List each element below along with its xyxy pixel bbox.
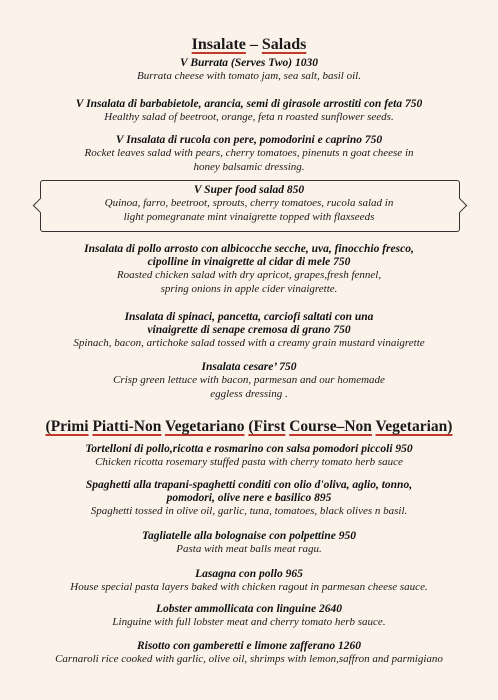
menu-item <box>10 603 488 630</box>
menu-item <box>10 311 488 351</box>
menu-item <box>10 530 488 557</box>
menu-item <box>10 134 488 174</box>
salads-heading <box>0 36 498 54</box>
item-name-line2: vinaigrette di senape cremosa di grano 750 <box>147 324 351 336</box>
menu-item <box>10 98 488 125</box>
item-desc: light pomegranate mint vinaigrette topped with flaxseeds <box>123 210 375 223</box>
item-name-line2: pomodori, olive nere e basilico 895 <box>166 492 332 504</box>
item-name: Tortelloni di pollo,ricotta e rosmarino con salsa pomodori piccoli 950 <box>85 443 413 455</box>
item-name: Spaghetti alla trapani-spaghetti conditi con olio d'oliva, aglio, tonno, <box>85 479 413 491</box>
item-desc: Burrata cheese with tomato jam, sea salt, basil oil. <box>137 70 361 82</box>
primi-heading <box>0 418 498 436</box>
item-desc: spring onions in apple cider vinaigrette. <box>160 282 338 295</box>
item-name-line2: cipolline in vinaigrette al cidar di mele 750 <box>147 256 351 268</box>
item-name: Lobster ammollicata con linguine 2640 <box>156 603 342 615</box>
salads-heading-en: Salads <box>261 36 307 53</box>
item-desc: Pasta with meat balls meat ragu. <box>176 543 322 555</box>
item-desc: Carnaroli rice cooked with garlic, olive oil, shrimps with lemon,saffron and parmigiano <box>55 653 443 665</box>
item-desc: eggless dressing . <box>210 387 288 400</box>
item-name: V Insalata di rucola con pere, pomodorini e caprino 750 <box>115 134 383 146</box>
item-desc: Spinach, bacon, artichoke salad tossed with a creamy grain mustard vinaigrette <box>73 337 425 349</box>
item-name: Insalata cesare’ 750 <box>201 361 297 373</box>
primi-heading-word: (First <box>248 418 286 435</box>
menu-item <box>10 243 488 296</box>
item-desc: Quinoa, farro, beetroot, sprouts, cherry tomatoes, rucola salad in <box>104 197 394 209</box>
menu-item <box>10 479 488 519</box>
item-name: Risotto con gamberetti e limone zafferano 1260 <box>136 640 362 652</box>
menu-item <box>10 443 488 470</box>
item-desc: Linguine with full lobster meat and cherry tomato herb sauce. <box>112 616 386 628</box>
item-name: Insalata di spinaci, pancetta, carciofi saltati con una <box>124 311 374 323</box>
menu-item <box>10 640 488 667</box>
item-name: V Burrata (Serves Two) 1030 <box>179 57 318 69</box>
item-name: Tagliatelle alla bolognaise con polpettine 950 <box>142 530 356 542</box>
item-desc: Crisp green lettuce with bacon, parmesan and our homemade <box>113 374 385 386</box>
menu-item <box>10 361 488 401</box>
primi-heading-word: (Primi <box>45 418 89 435</box>
primi-heading-word: Vegetariano <box>164 418 245 435</box>
item-desc: Rocket leaves salad with pears, cherry tomatoes, pinenuts n goat cheese in <box>84 147 414 159</box>
item-name: V Super food salad 850 <box>193 184 305 196</box>
primi-heading-word: Course–Non <box>289 418 372 435</box>
primi-heading-word: Piatti-Non <box>92 418 162 435</box>
item-desc: Roasted chicken salad with dry apricot, grapes,fresh fennel, <box>116 269 382 281</box>
item-desc: Healthy salad of beetroot, orange, feta n roasted sunflower seeds. <box>104 111 394 123</box>
item-name: V Insalata di barbabietole, arancia, semi di girasole arrostiti con feta 750 <box>75 98 423 110</box>
item-name: Insalata di pollo arrosto con albicocche secche, uva, finocchio fresco, <box>84 243 414 255</box>
item-desc: Chicken ricotta rosemary stuffed pasta with cherry tomato herb sauce <box>95 456 403 468</box>
item-name: Lasagna con pollo 965 <box>195 568 303 580</box>
item-desc: House special pasta layers baked with chicken ragout in parmesan cheese sauce. <box>70 581 428 593</box>
item-desc: Spaghetti tossed in olive oil, garlic, tuna, tomatoes, black olives n basil. <box>90 505 408 517</box>
item-desc: honey balsamic dressing. <box>193 160 305 173</box>
primi-heading-word: Vegetarian) <box>375 418 453 435</box>
menu-item <box>10 568 488 595</box>
salads-heading-sep: – <box>245 36 262 53</box>
menu-item-featured <box>10 184 488 224</box>
menu-item <box>10 57 488 84</box>
salads-heading-it: Insalate <box>191 36 246 53</box>
